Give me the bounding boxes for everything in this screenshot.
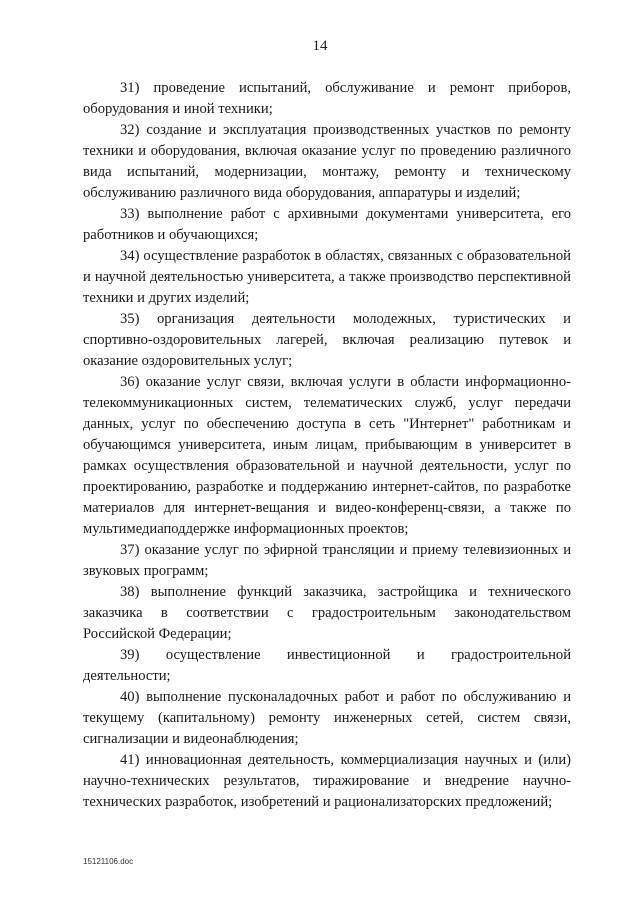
list-item-36: 36) оказание услуг связи, включая услуги в области информационно-телекоммуникационных систем, телематических служб, услуг передачи данных, услуг по обеспечению доступа в сеть "Интернет" работникам и обучающимся университета, иным лицам, прибывающим в университет в рамках осуществления образовательной и научной деятельности, услуг по проектированию, разработке и поддержанию интернет-сайтов, по разработке материалов для интернет-вещания и видео-конференц-связи, а также по мультимедиаподдержке информационных проектов; bbox=[83, 374, 571, 537]
footer-document-code: 15121106.doc bbox=[83, 857, 134, 866]
list-item-37: 37) оказание услуг по эфирной трансляции и приему телевизионных и звуковых программ; bbox=[83, 542, 571, 579]
list-item-32: 32) создание и эксплуатация производственных участков по ремонту техники и оборудования, включая оказание услуг по проведению различного вида испытаний, модернизации, монтажу, ремонту и техническому обслуживанию различного вида оборудования, аппаратуры и изделий; bbox=[83, 122, 571, 201]
list-item-33: 33) выполнение работ с архивными документами университета, его работников и обучающихся; bbox=[83, 206, 571, 243]
list-item-41: 41) инновационная деятельность, коммерциализация научных и (или) научно-технических результатов, тиражирование и внедрение научно-технических разработок, изобретений и рационализаторских предложений; bbox=[83, 752, 571, 810]
list-item-34: 34) осуществление разработок в областях, связанных с образовательной и научной деятельностью университета, а также производство перспективной техники и других изделий; bbox=[83, 248, 571, 306]
list-item-38: 38) выполнение функций заказчика, застройщика и технического заказчика в соответствии с градостроительным законодательством Российской Федерации; bbox=[83, 584, 571, 642]
list-item-35: 35) организация деятельности молодежных, туристических и спортивно-оздоровительных лагерей, включая реализацию путевок и оказание оздоровительных услуг; bbox=[83, 311, 571, 369]
page-number: 14 bbox=[312, 38, 328, 54]
list-item-39: 39) осуществление инвестиционной и градостроительной деятельности; bbox=[83, 647, 571, 684]
list-item-40: 40) выполнение пусконаладочных работ и работ по обслуживанию и текущему (капитальному) ремонту инженерных сетей, систем связи, сигнализации и видеонаблюдения; bbox=[83, 689, 571, 747]
document-body bbox=[83, 78, 571, 813]
list-item-31: 31) проведение испытаний, обслуживание и ремонт приборов, оборудования и иной техники; bbox=[83, 80, 571, 117]
